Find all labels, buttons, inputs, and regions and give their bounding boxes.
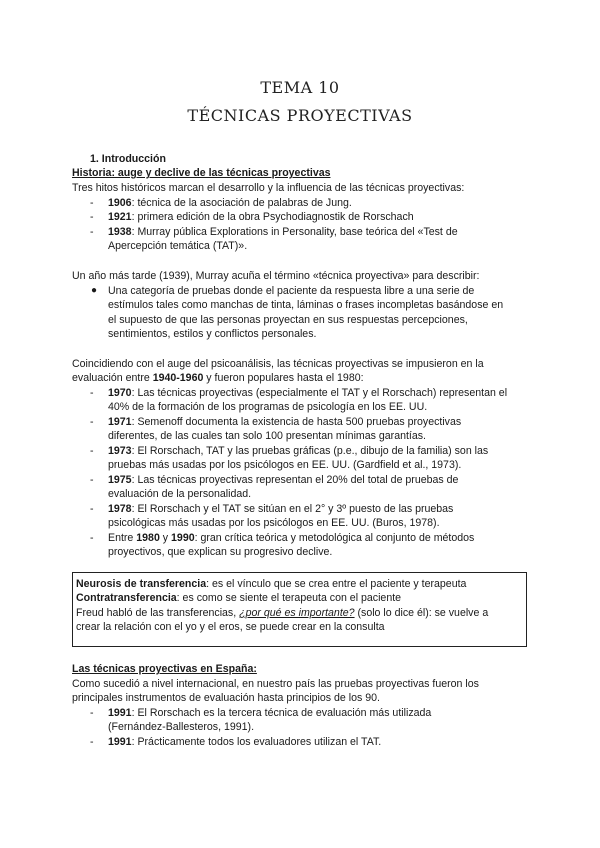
dash-bullet: - [90,445,94,457]
history-intro: Tres hitos históricos marcan el desarrollo y la influencia de las técnicas proyectivas: [72,182,465,194]
page-subtitle: TÉCNICAS PROYECTIVAS [187,106,413,125]
boom-paragraph-line: Coincidiendo con el auge del psicoanálisis, las técnicas proyectivas se impusieron en la [72,358,484,370]
timeline-item: 1970: Las técnicas proyectivas (especialmente el TAT y el Rorschach) representan el [108,387,508,399]
milestone-item: 1938: Murray pública Explorations in Personality, base teórica del «Test de [108,226,458,238]
definition-line: sentimientos, estilos y conflictos personales. [108,328,317,340]
section-heading: 1. Introducción [90,153,166,165]
definition-line: el supuesto de que las personas proyectan en sus respuestas percepciones, [108,314,468,326]
timeline-continuation: evaluación de la personalidad. [108,488,252,500]
timeline-item: 1978: El Rorschach y el TAT se sitúan en el 2° y 3º puesto de las pruebas [108,503,454,515]
bullet-dot: ● [91,285,98,296]
dash-bullet: - [90,226,94,238]
spain-heading: Las técnicas proyectivas en España: [72,663,257,675]
boom-paragraph-line: evaluación entre 1940-1960 y fueron populares hasta el 1980: [72,372,364,384]
dash-bullet: - [90,707,94,719]
spain-item-continuation: (Fernández-Ballesteros, 1991). [108,721,255,733]
dash-bullet: - [90,211,94,223]
definition-line: estímulos tales como manchas de tinta, láminas o frases incompletas basándose en [108,299,504,311]
timeline-item: 1975: Las técnicas proyectivas representan el 20% del total de pruebas de [108,474,459,486]
decline-item: Entre 1980 y 1990: gran crítica teórica y metodológica al conjunto de métodos [108,532,475,544]
timeline-continuation: pruebas más usadas por los psicólogos en EE. UU. (Gardfield et al., 1973). [108,459,462,471]
definition-line: Una categoría de pruebas donde el paciente da respuesta libre a una serie de [108,285,475,297]
spain-paragraph-line: Como sucedió a nivel internacional, en nuestro país las pruebas proyectivas fueron los [72,678,479,690]
note-line: Neurosis de transferencia: es el vínculo que se crea entre el paciente y terapeuta [76,578,467,590]
history-subheading: Historia: auge y declive de las técnicas proyectivas [72,167,331,179]
dash-bullet: - [90,197,94,209]
milestone-continuation: Apercepción temática (TAT)». [108,240,248,252]
dash-bullet: - [90,416,94,428]
page-title: TEMA 10 [260,78,340,97]
milestone-item: 1906: técnica de la asociación de palabras de Jung. [108,197,352,209]
note-line: Freud habló de las transferencias, ¿por qué es importante? (solo lo dice él): se vuelve a [76,607,489,619]
dash-bullet: - [90,736,94,748]
note-line: crear la relación con el yo y el eros, se puede crear en la consulta [76,621,385,633]
dash-bullet: - [90,474,94,486]
milestone-item: 1921: primera edición de la obra Psychodiagnostik de Rorschach [108,211,414,223]
murray-intro: Un año más tarde (1939), Murray acuña el término «técnica proyectiva» para describir: [72,270,480,282]
timeline-item: 1973: El Rorschach, TAT y las pruebas gráficas (p.e., dibujo de la familia) son las [108,445,489,457]
note-line: Contratransferencia: es como se siente el terapeuta con el paciente [76,592,402,604]
spain-item: 1991: El Rorschach es la tercera técnica de evaluación más utilizada [108,707,432,719]
dash-bullet: - [90,503,94,515]
timeline-continuation: 40% de la formación de los programas de psicología en los EE. UU. [108,401,428,413]
timeline-continuation: diferentes, de las cuales tan solo 100 presentan mínimas garantías. [108,430,426,442]
decline-continuation: proyectivos, que explican su progresivo declive. [108,546,333,558]
spain-item: 1991: Prácticamente todos los evaluadores utilizan el TAT. [108,736,382,748]
timeline-item: 1971: Semenoff documenta la existencia de hasta 500 pruebas proyectivas [108,416,462,428]
dash-bullet: - [90,532,94,544]
spain-paragraph-line: principales instrumentos de evaluación hasta principios de los 90. [72,692,380,704]
dash-bullet: - [90,387,94,399]
timeline-continuation: psicológicas más usadas por los psicólogos en EE. UU. (Buros, 1978). [108,517,440,529]
